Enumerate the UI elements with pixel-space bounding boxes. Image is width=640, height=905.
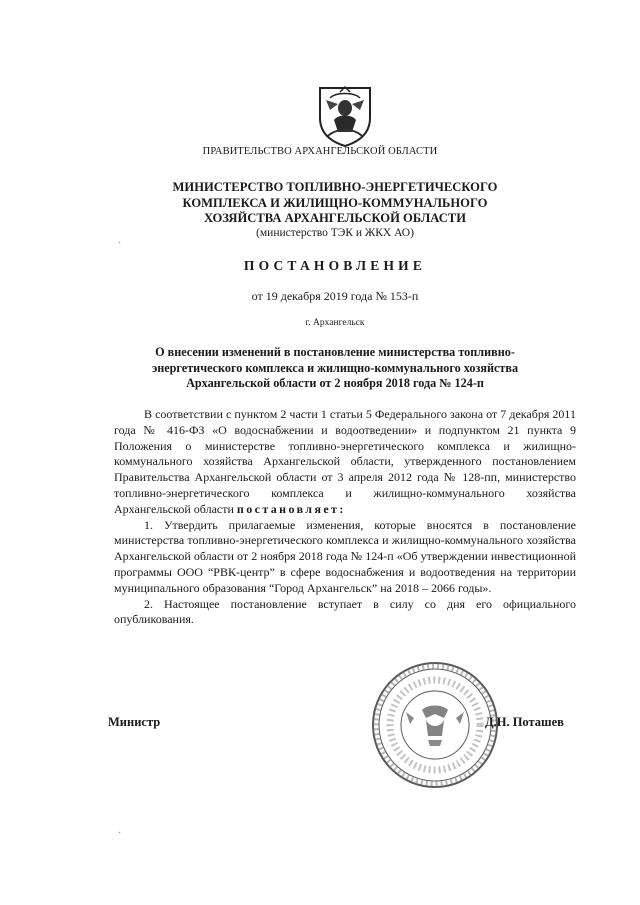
decree-date-number: от 19 декабря 2019 года № 153-п bbox=[251, 289, 419, 303]
document-type: ПОСТАНОВЛЕНИЕ bbox=[243, 258, 427, 273]
ministry-name-line: ХОЗЯЙСТВА АРХАНГЕЛЬСКОЙ ОБЛАСТИ bbox=[203, 211, 466, 225]
government-header: ПРАВИТЕЛЬСТВО АРХАНГЕЛЬСКОЙ ОБЛАСТИ bbox=[202, 146, 438, 157]
ministry-name bbox=[100, 180, 570, 227]
decree-city: г. Архангельск bbox=[305, 318, 365, 328]
scan-mark: · bbox=[118, 828, 122, 839]
signatory-title: Министр bbox=[108, 715, 161, 729]
ministry-short-name: (министерство ТЭК и ЖКХ АО) bbox=[256, 227, 414, 239]
scan-mark: · bbox=[118, 238, 122, 249]
official-seal-icon bbox=[370, 660, 500, 790]
ministry-name-line: МИНИСТЕРСТВО ТОПЛИВНО-ЭНЕРГЕТИЧЕСКОГО bbox=[172, 180, 498, 194]
preamble-paragraph bbox=[114, 407, 576, 518]
preamble-text: В соответствии с пунктом 2 части 1 статьи 5 Федерального закона от 7 декабря 2011 года № 416-ФЗ «О водоснабжении и водоотведении» и подпунктом 21 пункта 9 Положения о министерстве топливно-энергетического комплекса и жилищно-коммунального хозяйства Архангельской области, утвержденного постановлением Правительства Архангельской области от 3 апреля 2012 года № 128-пп, министерство топливно-энергетического комплекса и жилищно-коммунального хозяйства Архангельской области bbox=[114, 407, 576, 516]
subject-line: О внесении изменений в постановление министерства топливно- bbox=[155, 345, 515, 359]
resolves-word: постановляет: bbox=[236, 501, 346, 516]
ministry-name-line: КОМПЛЕКСА И ЖИЛИЩНО-КОММУНАЛЬНОГО bbox=[182, 195, 488, 210]
subject-line: энергетического комплекса и жилищно-коммунального хозяйства bbox=[151, 360, 519, 375]
subject-line: Архангельской области от 2 ноября 2018 года № 124-п bbox=[186, 376, 484, 390]
item-paragraph: 1. Утвердить прилагаемые изменения, которые вносятся в постановление министерства топливно-энергетического комплекса и жилищно-коммунального хозяйства Архангельской области от 2 ноября 2018 года № 124-п «Об утверждении инвестиционной программы ООО “РВК-центр” в сфере водоснабжения и водоотведения на территории муниципального образования “Город Архангельск” на 2018 – 2066 годы». bbox=[114, 517, 576, 595]
item-paragraph: 2. Настоящее постановление вступает в силу со дня его официального опубликования. bbox=[114, 596, 576, 627]
decree-subject bbox=[100, 345, 570, 392]
signatory-name: Д.Н. Поташев bbox=[485, 715, 564, 729]
decree-body bbox=[114, 407, 576, 628]
coat-of-arms-icon bbox=[316, 84, 374, 148]
